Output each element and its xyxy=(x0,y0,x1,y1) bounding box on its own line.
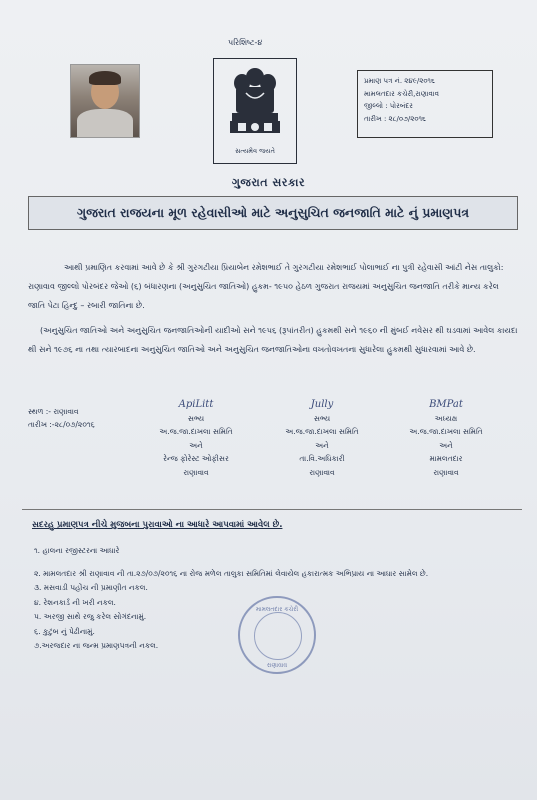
list-item: ૭.અરજદાર ના જન્મ પ્રમાણપત્રની નકલ. xyxy=(34,641,159,650)
place-date: તારીખ :-૨૮/૦૭/૨૦૧૬ xyxy=(28,420,95,429)
emblem-motto: સત્યમેવ જયતે xyxy=(235,147,275,155)
signatory-member-tdo: Jully સભ્ય અ.જ.જા.દાખલા સમિતિ અને તા.વિ.અધિકારી રાણાવાવ xyxy=(262,398,382,479)
list-item: ૬. કુટુંબ નું પેઢીનામું. xyxy=(34,626,95,636)
certification-paragraph: આથી પ્રમાણિત કરવામાં આવે છે કે શ્રી ગુરગટીયા પ્રિયાબેન રમેશભાઈ તે ગુરગટીયા રમેશભાઈ પોલાભાઈ ના પુત્રી રહેવાસી આંટી નેસ તાલુકો: રાણાવાવ જીલ્લો પોરબંદર જેઓ (૬) બંધારણના (અનુસુચિત જાતિઓ) હુકમ- ૧૯૫૦ હેઠળ ગુજરાત રાજયમાં અનુસુચિત જનજાતિ તરીકે માન્ય કરેલ જાતિ પેટા હિન્દુ – રબારી જાતિના છે. xyxy=(28,263,504,310)
list-item: ૪. રેશનકાર્ડ ની ખરી નકલ. xyxy=(34,597,116,607)
list-item: ૧. હાલના રજીસ્ટરના આધારે xyxy=(34,546,120,555)
signature-mark: BMPat xyxy=(429,399,463,410)
certificate-title: ગુજરાત રાજયના મૂળ રહેવાસીઓ માટે અનુસુચિત જનજાતિ માટે નું પ્રમાણપત્ર xyxy=(28,196,518,230)
certificate-reference-box xyxy=(357,70,493,138)
signature-mark: Jully xyxy=(310,399,334,410)
national-emblem xyxy=(213,58,297,164)
annex-label: પરિશિષ્ટ-૪ xyxy=(228,38,263,47)
evidence-heading: સદરહુ પ્રમાણપત્ર નીચે મુજબના પુરાવાઓ ના આધારે આપવામાં આવેલ છે. xyxy=(32,520,283,530)
section-divider xyxy=(22,509,522,510)
signature-mark: ApiLitt xyxy=(178,399,214,410)
certificate-number: પ્રમાણ પત્ર નં. ૨૪૯/૨૦૧૬ xyxy=(364,77,435,85)
legal-note-paragraph: (અનુસુચિત જાતિઓ અને અનુસુચિત જનજાતિઓની યાદીઓ સને ૧૯૫૬ (રૂપાંતરીત) હુકમથી સને ૧૯૬૦ ની મુંબઈ નવેસર થી ઘડવામાં આવેલ કાયદા થી સને ૧૯૭૬ ના તથા ત્યારબાદના અનુસુચિત જાતિઓ અને અનુસુચિત જનજાતિઓના વખતોવખતના સુધારેલા હુકમથી સુધારવામાં આવે છે. xyxy=(28,326,518,354)
government-heading: ગુજરાત સરકાર xyxy=(231,176,306,189)
issuing-office: મામલતદાર કચેરી,રાણાવાવ xyxy=(364,89,439,98)
place-date-block xyxy=(28,405,95,431)
issuing-district: જીલ્લો : પોરબંદર xyxy=(364,102,413,110)
signatory-member-forest: ApiLitt સભ્ય અ.જ.જા.દાખલા સમિતિ અને રેન્જ ફોરેસ્ટ ઓફીસર રાણાવાવ xyxy=(136,398,256,479)
ashoka-emblem-icon xyxy=(224,63,286,145)
list-item: ૫. અરજી સાથે રજુ કરેલ સોગંદનામું. xyxy=(34,612,147,621)
issue-date: તારીખ : ૨૮/૦૭/૨૦૧૬ xyxy=(364,114,426,123)
place-label: સ્થળ :- રાણાવાવ xyxy=(28,407,79,416)
list-item: ૨. મામલતદાર શ્રી રાણાવાવ ની તા.૨૭/૦૭/૨૦૧૬ ના રોજ મળેલ તાલુકા સમિતિમાં લેવાયેલ હકારાત્મક અભિપ્રાય ના આધાર સામેલ છે. xyxy=(34,568,429,578)
list-item: ૩. મસવાડી પહોંચ ની પ્રમાણીત નકલ. xyxy=(34,583,148,592)
office-seal-stamp: મામલતદાર કચેરી રાણાવાવ xyxy=(238,596,316,674)
signatory-chairman: BMPat અધ્યક્ષ અ.જ.જા.દાખલા સમિતિ અને મામલતદાર રાણાવાવ xyxy=(386,398,506,479)
applicant-photo xyxy=(70,64,140,138)
